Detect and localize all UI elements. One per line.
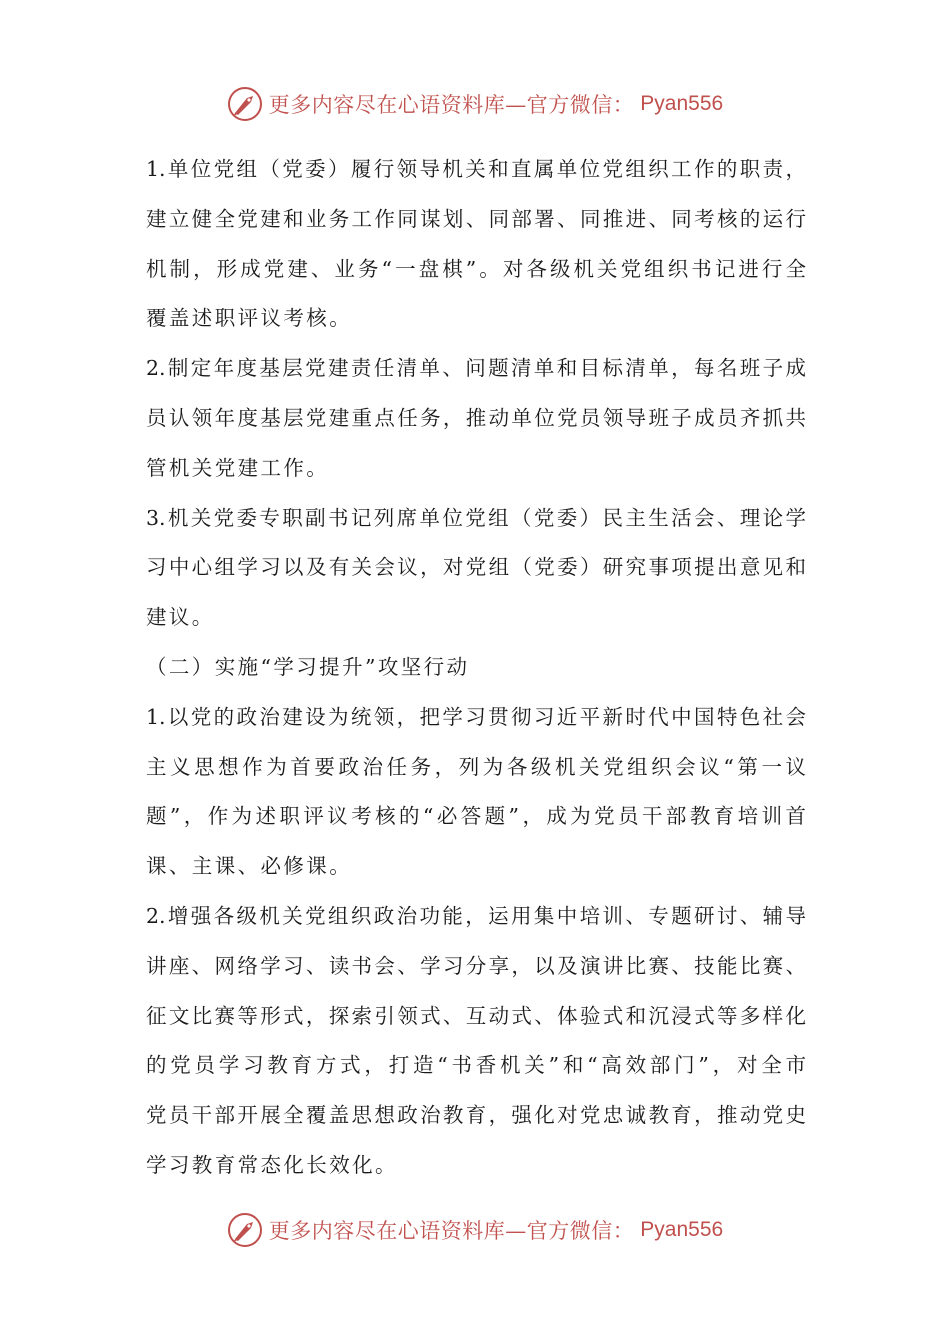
text-line: 党员干部开展全覆盖思想政治教育，强化对党忠诚教育，推动党史 bbox=[146, 1103, 806, 1128]
text-line: 建立健全党建和业务工作同谋划、同部署、同推进、同考核的运行 bbox=[146, 206, 806, 231]
text-line: 3.机关党委专职副书记列席单位党组（党委）民主生活会、理论学 bbox=[146, 505, 806, 530]
text-line: 管机关党建工作。 bbox=[146, 455, 330, 480]
text-line: 2.制定年度基层党建责任清单、问题清单和目标清单，每名班子成 bbox=[146, 356, 806, 381]
watermark-wechat-id: Pyan556 bbox=[640, 92, 724, 115]
text-line: 习中心组学习以及有关会议，对党组（党委）研究事项提出意见和 bbox=[146, 555, 806, 580]
text-line: 学习教育常态化长效化。 bbox=[146, 1152, 398, 1177]
text-line: 1.以党的政治建设为统领，把学习贯彻习近平新时代中国特色社会 bbox=[146, 704, 806, 729]
text-line: 建议。 bbox=[146, 605, 215, 630]
text-line: 员认领年度基层党建重点任务，推动单位党员领导班子成员齐抓共 bbox=[146, 405, 806, 430]
paragraph bbox=[146, 494, 806, 643]
text-line: 征文比赛等形式，探索引领式、互动式、体验式和沉浸式等多样化 bbox=[146, 1003, 806, 1028]
text-line: 讲座、网络学习、读书会、学习分享，以及演讲比赛、技能比赛、 bbox=[146, 953, 806, 978]
watermark-banner-top bbox=[0, 82, 950, 126]
paragraph bbox=[146, 344, 806, 493]
pen-nib-logo-icon bbox=[227, 1212, 263, 1248]
section-heading bbox=[146, 643, 806, 693]
text-line: 覆盖述职评议考核。 bbox=[146, 306, 353, 331]
paragraph bbox=[146, 693, 806, 892]
text-line: 题”，作为述职评议考核的“必答题”，成为党员干部教育培训首 bbox=[146, 804, 806, 829]
watermark-banner-bottom bbox=[0, 1208, 950, 1252]
paragraph bbox=[146, 892, 806, 1191]
watermark-text: 更多内容尽在心语资料库—官方微信： bbox=[268, 1219, 635, 1243]
document-body bbox=[146, 145, 806, 1191]
watermark-text: 更多内容尽在心语资料库—官方微信： bbox=[268, 93, 635, 117]
text-line: 的党员学习教育方式，打造“书香机关”和“高效部门”，对全市 bbox=[146, 1053, 806, 1078]
section-heading-text: （二）实施“学习提升”攻坚行动 bbox=[146, 654, 470, 679]
pen-nib-logo-icon bbox=[227, 86, 263, 122]
text-line: 主义思想作为首要政治任务，列为各级机关党组织会议“第一议 bbox=[146, 754, 806, 779]
watermark-wechat-id: Pyan556 bbox=[640, 1218, 724, 1241]
paragraph bbox=[146, 145, 806, 344]
text-line: 课、主课、必修课。 bbox=[146, 854, 353, 879]
text-line: 2.增强各级机关党组织政治功能，运用集中培训、专题研讨、辅导 bbox=[146, 903, 806, 928]
text-line: 1.单位党组（党委）履行领导机关和直属单位党组织工作的职责， bbox=[146, 157, 806, 181]
text-line: 机制，形成党建、业务“一盘棋”。对各级机关党组织书记进行全 bbox=[146, 256, 806, 281]
